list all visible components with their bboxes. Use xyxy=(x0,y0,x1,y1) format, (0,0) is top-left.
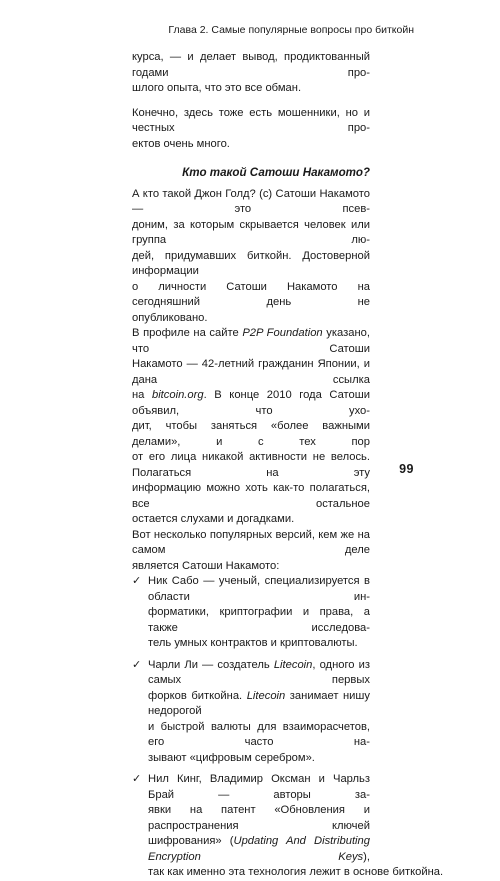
text-line: явки на патент «Обновления и распространения ключей xyxy=(148,804,370,832)
text-line xyxy=(132,326,370,357)
italic-term: bitcoin.org xyxy=(151,389,204,401)
text-run: на xyxy=(132,389,152,401)
text-line: зывают «цифровым серебром». xyxy=(148,751,315,764)
text-run: указано, что Сатоши xyxy=(132,327,370,355)
text-line: опубликовано. xyxy=(132,311,208,324)
text-line: курса, — и делает вывод, продиктованный годами про- xyxy=(132,51,370,79)
bullet-item xyxy=(132,658,370,767)
paragraph-1 xyxy=(132,50,370,97)
text-line: дит, чтобы заняться «более важными делами», и с тех пор xyxy=(132,420,370,448)
text-line: доним, за которым скрывается человек или группа лю- xyxy=(132,218,370,246)
text-line: Ник Сабо — ученый, специализируется в области ин- xyxy=(148,575,370,603)
text-line xyxy=(132,388,370,419)
italic-term: P2P Foundation xyxy=(242,327,323,339)
paragraph-5 xyxy=(132,528,370,575)
text-run: шифрования» ( xyxy=(148,835,234,847)
text-line xyxy=(148,834,370,865)
text-run: ), xyxy=(363,850,370,863)
text-line: Нил Кинг, Владимир Оксман и Чарльз Брай — авторы за- xyxy=(148,773,370,801)
italic-term: Litecoin xyxy=(273,658,313,671)
text-line: и быстрой валюты для взаиморасчетов, его часто на- xyxy=(148,720,370,748)
text-line xyxy=(148,689,370,720)
text-line: о личности Сатоши Накамото на сегодняшний день не xyxy=(132,280,370,308)
text-line: Конечно, здесь тоже есть мошенники, но и честных про- xyxy=(132,106,370,134)
text-run: форков биткойна. xyxy=(148,689,247,702)
text-line: ектов очень много. xyxy=(132,137,230,150)
italic-term: Litecoin xyxy=(246,689,286,702)
text-line: Накамото — 42-летний гражданин Японии, и дана ссылка xyxy=(132,358,370,386)
text-line: шлого опыта, что это все обман. xyxy=(132,82,302,94)
text-run: занимает нишу недорогой xyxy=(148,689,370,717)
running-head: Глава 2. Самые популярные вопросы про биткойн xyxy=(168,24,414,36)
checkmark-icon: ✓ xyxy=(132,658,142,671)
text-line xyxy=(148,658,370,689)
text-run: В профиле на сайте xyxy=(132,327,243,339)
italic-term: Updating And Distributing Encryption Keys xyxy=(148,835,370,863)
text-run: , одного из самых первых xyxy=(148,658,370,686)
text-line: так как именно эта технология лежит в основе биткойна. xyxy=(148,866,444,878)
text-run: . В конце 2010 года Сатоши объявил, что ухо- xyxy=(132,389,370,417)
bullet-item xyxy=(132,574,370,652)
text-run: Чарли Ли — создатель xyxy=(148,658,274,671)
checkmark-icon: ✓ xyxy=(132,773,142,785)
page-number: 99 xyxy=(399,462,414,476)
text-line: от его лица никакой активности не велось. Полагаться на эту xyxy=(132,451,370,479)
text-line: дей, придумавших биткойн. Достоверной информации xyxy=(132,249,370,277)
paragraph-2 xyxy=(132,106,370,153)
text-line: является Сатоши Накамото: xyxy=(132,559,280,572)
text-line: информацию можно хоть как-то полагаться, все остальное xyxy=(132,482,370,510)
section-heading: Кто такой Сатоши Накамото? xyxy=(182,166,370,179)
text-line: тель умных контрактов и криптовалюты. xyxy=(148,637,358,649)
bullet-item xyxy=(132,772,444,881)
text-line: форматики, криптографии и права, а также исследова- xyxy=(148,606,370,634)
text-line: Вот несколько популярных версий, кем же на самом деле xyxy=(132,528,370,556)
text-line: остается слухами и догадками. xyxy=(132,513,295,525)
paragraph-3 xyxy=(132,187,370,327)
checkmark-icon: ✓ xyxy=(132,575,142,587)
paragraph-4 xyxy=(132,326,370,528)
text-line: А кто такой Джон Голд? (с) Сатоши Накамото — это псев- xyxy=(132,187,370,215)
